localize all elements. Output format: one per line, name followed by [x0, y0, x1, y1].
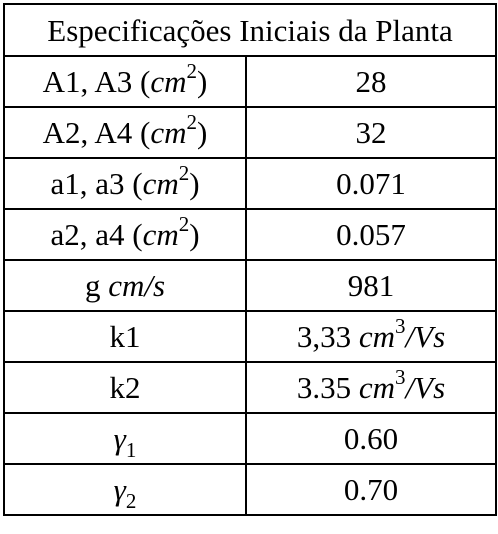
table-row: [4, 56, 496, 107]
row-value: 3.35 $cm^3/Vs$: [246, 362, 496, 413]
table-title-row: [4, 4, 496, 56]
table-title: Especificações Iniciais da Planta: [4, 4, 496, 56]
table-row: [4, 158, 496, 209]
table-row: [4, 464, 496, 515]
row-label: A2, A4 $(cm^2)$: [4, 107, 246, 158]
row-label: A1, A3 $(cm^2)$: [4, 56, 246, 107]
row-value: 3,33 $cm^3/Vs$: [246, 311, 496, 362]
plant-spec-table: [3, 3, 497, 516]
table-row: [4, 413, 496, 464]
table-row: [4, 107, 496, 158]
row-label: a1, a3 $(cm^2)$: [4, 158, 246, 209]
row-value: 981: [246, 260, 496, 311]
row-value: 0.70: [246, 464, 496, 515]
row-value: 0.60: [246, 413, 496, 464]
row-label: k1: [4, 311, 246, 362]
row-label: g cm/s: [4, 260, 246, 311]
table-row: [4, 260, 496, 311]
row-value: 0.071: [246, 158, 496, 209]
row-label: k2: [4, 362, 246, 413]
table-row: [4, 209, 496, 260]
table-row: [4, 311, 496, 362]
row-label: $\gamma_1$: [4, 413, 246, 464]
row-value: 32: [246, 107, 496, 158]
row-value: 28: [246, 56, 496, 107]
row-label: $\gamma_2$: [4, 464, 246, 515]
table-row: [4, 362, 496, 413]
row-label: a2, a4 $(cm^2)$: [4, 209, 246, 260]
row-value: 0.057: [246, 209, 496, 260]
